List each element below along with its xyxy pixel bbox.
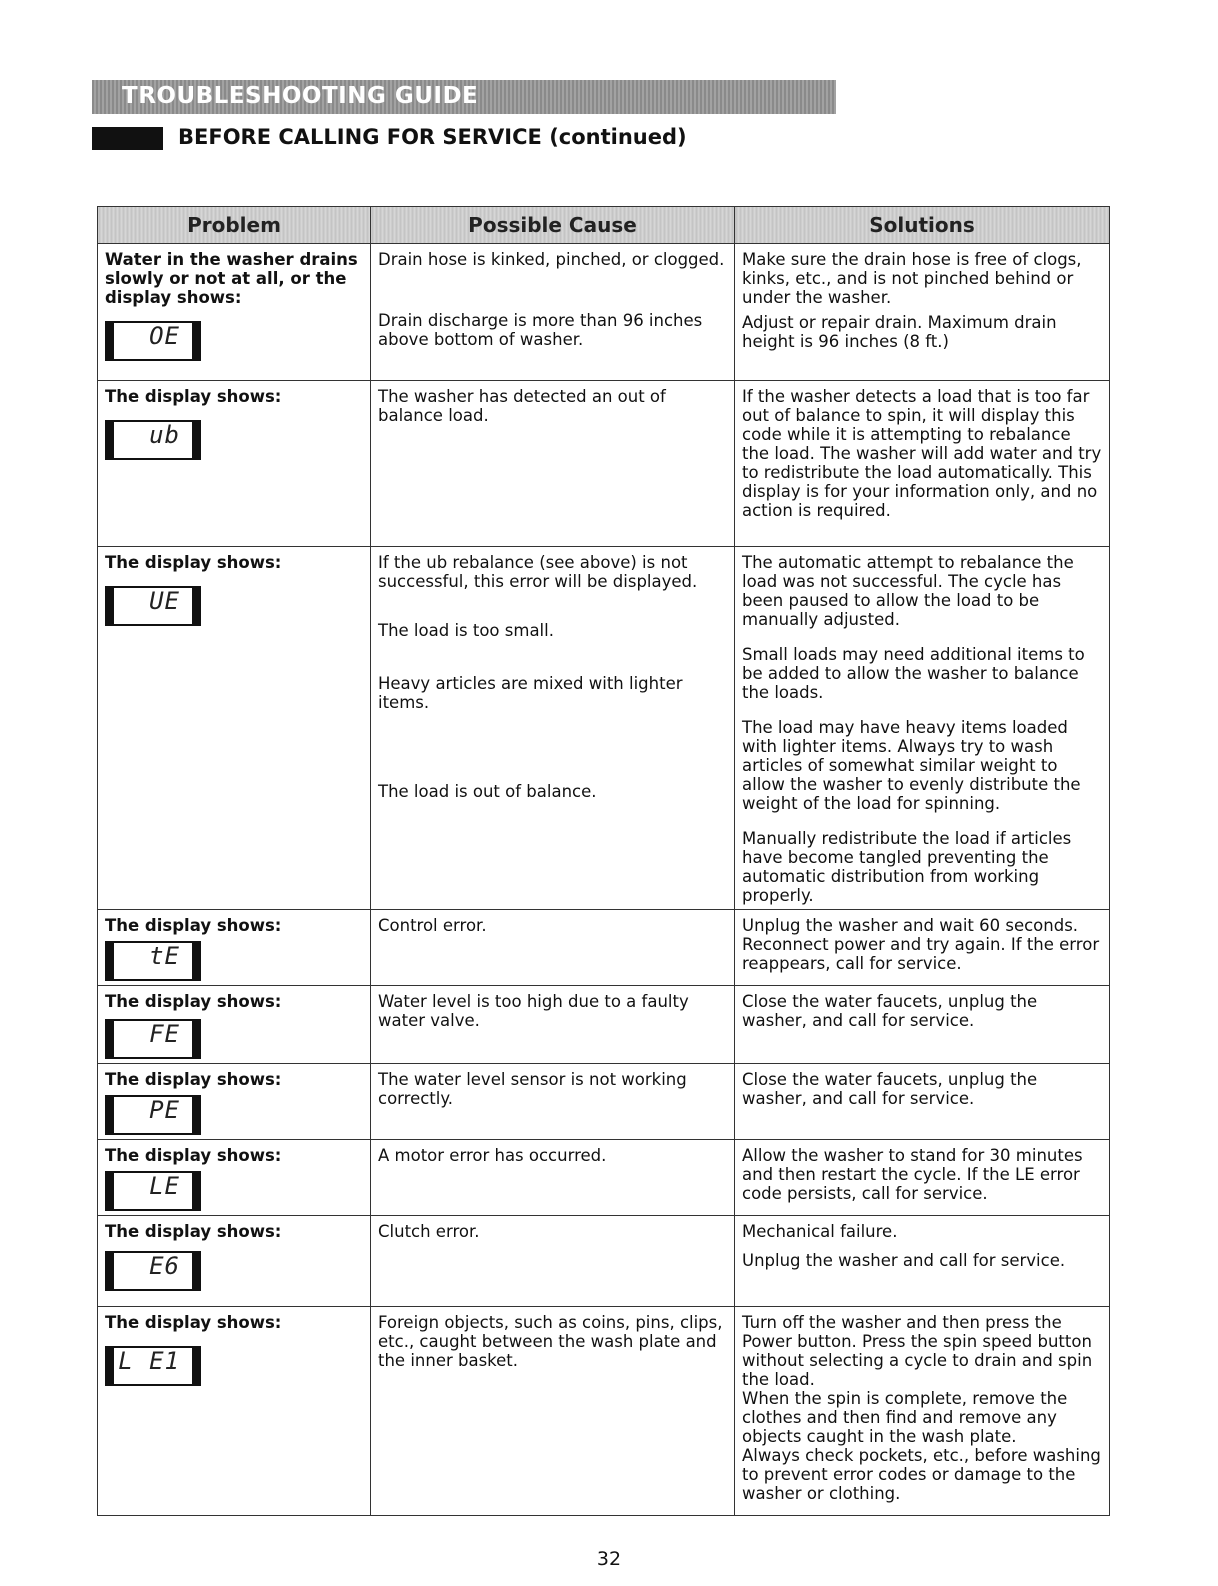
cause-cell [371, 1216, 735, 1307]
solution-text: Manually redistribute the load if articles have become tangled preventing the automatic distribution from working properly. [742, 829, 1072, 905]
solution-cell [735, 244, 1110, 381]
error-code: L E1 [118, 1347, 180, 1375]
problem-cell [98, 381, 371, 547]
error-code-display [105, 1171, 201, 1211]
cause-text: Drain discharge is more than 96 inches above bottom of washer. [378, 311, 703, 349]
table-row [98, 1140, 1110, 1216]
solution-cell [735, 986, 1110, 1064]
column-header-problem: Problem [98, 207, 371, 244]
cause-cell [371, 381, 735, 547]
problem-text: The display shows: [105, 553, 282, 572]
banner-title: TROUBLESHOOTING GUIDE [122, 83, 479, 109]
cause-cell [371, 1307, 735, 1516]
solution-cell [735, 1216, 1110, 1307]
problem-text: The display shows: [105, 387, 282, 406]
cause-text: The load is too small. [378, 621, 554, 640]
problem-text: The display shows: [105, 992, 282, 1011]
solution-cell [735, 1140, 1110, 1216]
solution-text: The load may have heavy items loaded with lighter items. Always try to wash articles of somewhat similar weight to allow the washer to evenly distribute the weight of the load for spinning. [742, 718, 1081, 813]
subheading-text: BEFORE CALLING FOR SERVICE (continued) [178, 125, 687, 149]
error-code: LE [149, 1172, 180, 1200]
cause-text: Foreign objects, such as coins, pins, clips, etc., caught between the wash plate and the inner basket. [378, 1313, 723, 1370]
problem-text: The display shows: [105, 1313, 282, 1332]
error-code-display [105, 1251, 201, 1291]
table-row [98, 547, 1110, 910]
error-code-display [105, 586, 201, 626]
cause-text: Clutch error. [378, 1222, 480, 1241]
solution-text: Allow the washer to stand for 30 minutes and then restart the cycle. If the LE error code persists, call for service. [742, 1146, 1083, 1203]
problem-text: The display shows: [105, 1070, 282, 1089]
solution-text: Turn off the washer and then press the Power button. Press the spin speed button without selecting a cycle to drain and spin the load. [742, 1313, 1093, 1389]
solution-cell [735, 910, 1110, 986]
problem-cell [98, 986, 371, 1064]
solution-text: Unplug the washer and wait 60 seconds. Reconnect power and try again. If the error reappears, call for service. [742, 916, 1100, 973]
solution-text: Small loads may need additional items to be added to allow the washer to balance the loads. [742, 645, 1085, 702]
error-code-display [105, 420, 201, 460]
cause-text: Water level is too high due to a faulty water valve. [378, 992, 689, 1030]
error-code-display [105, 1019, 201, 1059]
section-banner [92, 80, 836, 114]
problem-cell [98, 547, 371, 910]
cause-text: Heavy articles are mixed with lighter items. [378, 674, 683, 712]
solution-text: Always check pockets, etc., before washing to prevent error codes or damage to the washer or clothing. [742, 1446, 1101, 1503]
cause-text: If the ub rebalance (see above) is not successful, this error will be displayed. [378, 553, 698, 591]
problem-cell [98, 244, 371, 381]
troubleshooting-table [97, 206, 1110, 1516]
error-code: E6 [149, 1252, 180, 1280]
solution-text: Unplug the washer and call for service. [742, 1251, 1066, 1270]
error-code: UE [149, 587, 180, 615]
table-row [98, 1064, 1110, 1140]
error-code: FE [149, 1020, 180, 1048]
problem-cell [98, 1140, 371, 1216]
cause-text: Drain hose is kinked, pinched, or clogged. [378, 250, 725, 269]
error-code-display [105, 941, 201, 981]
cause-text: The water level sensor is not working correctly. [378, 1070, 687, 1108]
table-row [98, 381, 1110, 547]
problem-text: The display shows: [105, 1222, 282, 1241]
error-code: tE [149, 942, 180, 970]
solution-text: When the spin is complete, remove the clothes and then find and remove any objects caught in the wash plate. [742, 1389, 1068, 1446]
solution-text: Make sure the drain hose is free of clogs, kinks, etc., and is not pinched behind or under the washer. [742, 250, 1082, 307]
table-row [98, 910, 1110, 986]
solution-text: Mechanical failure. [742, 1222, 898, 1241]
solution-cell [735, 1307, 1110, 1516]
cause-cell [371, 986, 735, 1064]
solution-cell [735, 547, 1110, 910]
cause-text: The washer has detected an out of balance load. [378, 387, 666, 425]
solution-text: The automatic attempt to rebalance the load was not successful. The cycle has been paused to allow the load to be manually adjusted. [742, 553, 1074, 629]
column-header-solutions: Solutions [735, 207, 1110, 244]
cause-text: The load is out of balance. [378, 782, 597, 801]
solution-text: Adjust or repair drain. Maximum drain height is 96 inches (8 ft.) [742, 313, 1057, 351]
cause-cell [371, 1140, 735, 1216]
error-code-display [105, 321, 201, 361]
solution-cell [735, 381, 1110, 547]
problem-text: Water in the washer drains slowly or not at all, or the display shows: [105, 250, 358, 307]
error-code: PE [149, 1096, 180, 1124]
problem-cell [98, 1216, 371, 1307]
column-header-cause: Possible Cause [371, 207, 735, 244]
table-row [98, 1216, 1110, 1307]
problem-cell [98, 1064, 371, 1140]
table-row [98, 1307, 1110, 1516]
problem-cell [98, 910, 371, 986]
solution-text: If the washer detects a load that is too far out of balance to spin, it will display this code while it is attempting to rebalance the load. The washer will add water and try to redistribute the load automatically. This display is for your information only, and no action is required. [742, 387, 1102, 520]
problem-text: The display shows: [105, 916, 282, 935]
problem-cell [98, 1307, 371, 1516]
error-code-display [105, 1095, 201, 1135]
error-code: OE [149, 322, 180, 350]
error-code-display [105, 1346, 201, 1386]
cause-cell [371, 244, 735, 381]
solution-text: Close the water faucets, unplug the washer, and call for service. [742, 992, 1038, 1030]
cause-cell [371, 547, 735, 910]
solution-text: Close the water faucets, unplug the washer, and call for service. [742, 1070, 1038, 1108]
table-row [98, 986, 1110, 1064]
cause-cell [371, 910, 735, 986]
table-row [98, 244, 1110, 381]
subheading-bar [92, 127, 163, 150]
table-header-row [98, 207, 1110, 244]
cause-text: Control error. [378, 916, 487, 935]
cause-cell [371, 1064, 735, 1140]
cause-text: A motor error has occurred. [378, 1146, 607, 1165]
error-code: ub [149, 421, 180, 449]
solution-cell [735, 1064, 1110, 1140]
page-number: 32 [596, 1548, 622, 1570]
problem-text: The display shows: [105, 1146, 282, 1165]
